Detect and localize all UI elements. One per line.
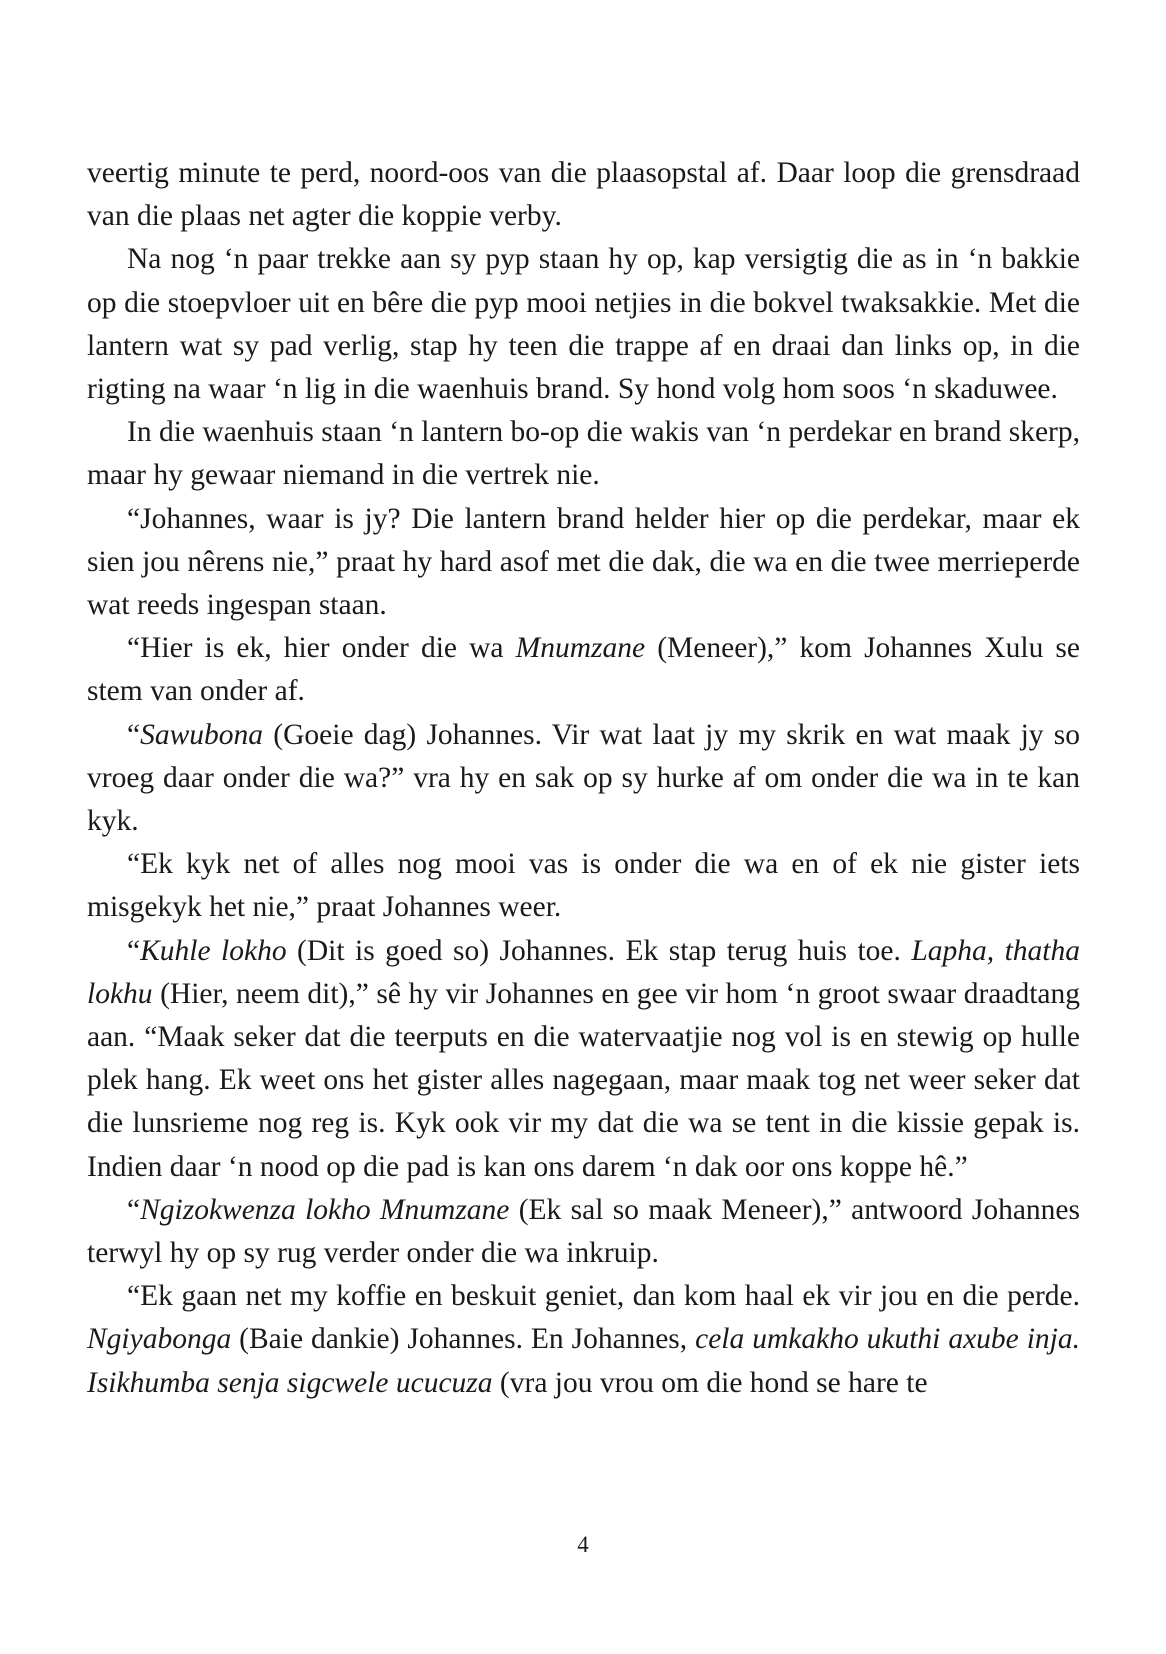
text-run: (Hier, neem dit),” sê hy vir Johannes en gee vir hom ‘n groot swaar draadtang aan. “Maak seker dat die teerputs en die watervaatjie nog vol is en stewig op hulle plek hang. Ek weet ons het gister alles nagegaan, maar maak tog net weer seker dat die lunsrieme nog reg is. Kyk ook vir my dat die wa se tent in die kissie gepak is. Indien daar ‘n nood op die pad is kan ons darem ‘n dak oor ons koppe hê.”	[87, 977, 1080, 1183]
paragraph	[87, 411, 1080, 497]
text-run: “	[127, 718, 141, 751]
text-run: (Baie dankie) Johannes. En Johannes,	[231, 1323, 696, 1356]
paragraph	[87, 1275, 1080, 1405]
text-run: Na nog ‘n paar trekke aan sy pyp staan hy op, kap versigtig die as in ‘n bakkie op die stoepvloer uit en bêre die pyp mooi netjies in die bokvel twaksakkie. Met die lantern wat sy pad verlig, stap hy teen die trappe af en draai dan links op, in die rigting na waar ‘n lig in die waenhuis brand. Sy hond volg hom soos ‘n skaduwee.	[87, 243, 1080, 406]
paragraph	[87, 714, 1080, 844]
text-run: “	[127, 934, 141, 967]
text-run: veertig minute te perd, noord-oos van die plaasopstal af. Daar loop die grensdraad van die plaas net agter die koppie verby.	[87, 157, 1080, 233]
italic-text: Kuhle lokho	[140, 934, 287, 967]
text-run: “	[127, 1193, 141, 1226]
text-run: “Ek kyk net of alles nog mooi vas is onder die wa en of ek nie gister iets misgekyk het nie,” praat Johannes weer.	[87, 848, 1080, 924]
text-run: (Goeie dag) Johannes. Vir wat laat jy my skrik en wat maak jy so vroeg daar onder die wa?” vra hy en sak op sy hurke af om onder die wa in te kan kyk.	[87, 718, 1080, 838]
text-run: (Meneer),” kom Johannes Xulu se stem van onder af.	[87, 632, 1081, 708]
page-body	[87, 152, 1080, 1405]
paragraph	[87, 627, 1080, 713]
paragraph	[87, 843, 1080, 929]
italic-text: Sawubona	[140, 718, 264, 751]
text-run: “Johannes, waar is jy? Die lantern brand helder hier op die perdekar, maar ek sien jou nêrens nie,” praat hy hard asof met die dak, die wa en die twee merrieperde wat reeds ingespan staan.	[87, 502, 1080, 622]
text-run: “Hier is ek, hier onder die wa	[127, 632, 516, 665]
paragraph	[87, 1189, 1080, 1275]
paragraph	[87, 238, 1080, 411]
italic-text: Lapha, thatha lokhu	[87, 934, 1080, 1010]
italic-text: Ngiyabonga	[87, 1323, 232, 1356]
page-number: 4	[577, 1532, 589, 1557]
text-run: (Dit is goed so) Johannes. Ek stap terug huis toe.	[286, 934, 912, 967]
paragraph	[87, 930, 1080, 1189]
text-run: (vra jou vrou om die hond se hare te	[492, 1366, 928, 1399]
text-run: “Ek gaan net my koffie en beskuit geniet, dan kom haal ek vir jou en die perde.	[127, 1280, 1080, 1313]
italic-text: Ngizokwenza lokho Mnumzane	[140, 1193, 510, 1226]
paragraph	[87, 498, 1080, 628]
italic-text: cela umkakho ukuthi axube inja. Isikhumba senja sigcwele ucucuza	[87, 1323, 1080, 1399]
italic-text: Mnumzane	[515, 632, 646, 665]
paragraph	[87, 152, 1080, 238]
text-run: (Ek sal so maak Meneer),” antwoord Johannes terwyl hy op sy rug verder onder die wa inkruip.	[87, 1193, 1080, 1270]
text-run: In die waenhuis staan ‘n lantern bo-op die wakis van ‘n perdekar en brand skerp, maar hy gewaar niemand in die vertrek nie.	[87, 416, 1080, 492]
